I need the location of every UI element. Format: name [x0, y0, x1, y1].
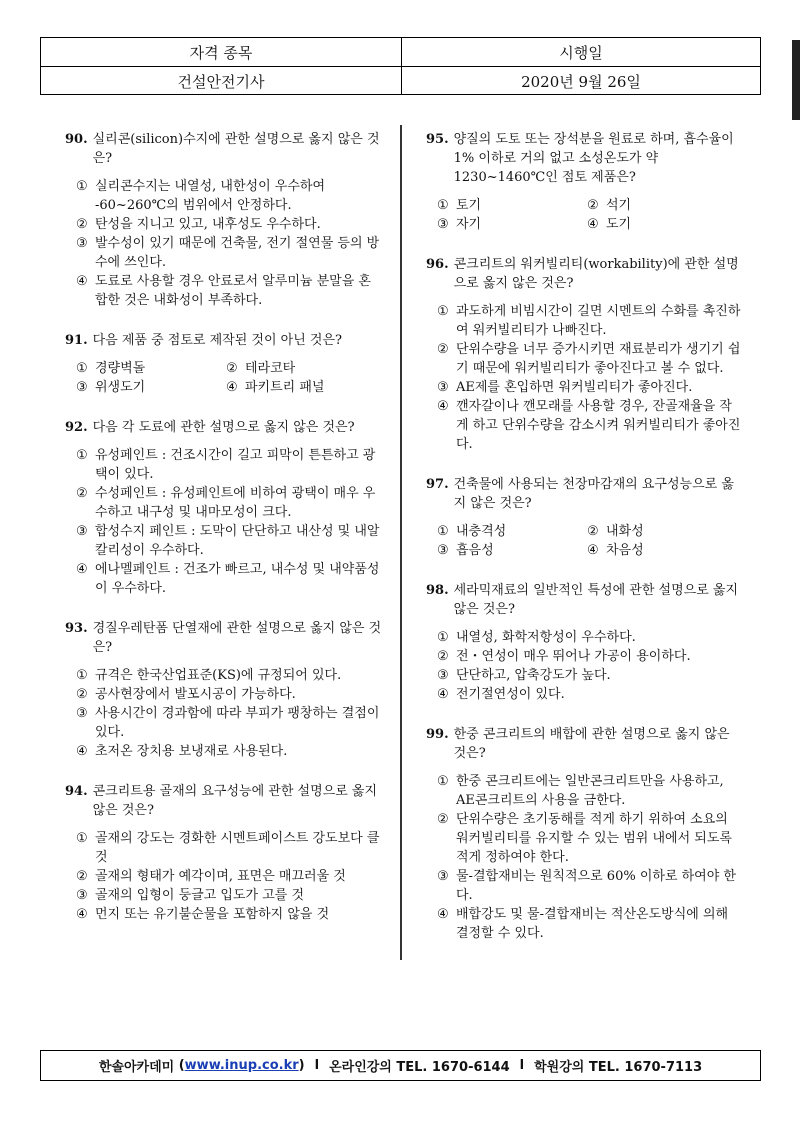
question-text: 양질의 도토 또는 장석분을 원료로 하며, 흡수율이 1% 이하로 거의 없고 소성온도가 약 1230~1460℃인 점토 제품은?: [453, 132, 734, 185]
question-90: [65, 130, 383, 310]
question-number: 91.: [65, 333, 88, 348]
footer-separator: l: [519, 1058, 525, 1073]
option: ② 석기: [587, 198, 632, 213]
footer-offline-phone: 학원강의 TEL. 1670-7113: [534, 1060, 703, 1075]
option: ④ 깬자갈이나 깬모래를 사용할 경우, 잔골재율을 작게 하고 단위수량을 감소시켜 워커빌리티가 좋아진다.: [437, 399, 741, 452]
question-94: [65, 782, 383, 924]
question-number: 94.: [65, 784, 88, 799]
question-number: 96.: [426, 257, 449, 272]
question-number: 95.: [426, 132, 449, 147]
option: ④ 에나멜페인트 : 건조가 빠르고, 내수성 및 내약품성이 우수하다.: [76, 562, 380, 596]
footer-academy: 한솔아카데미: [98, 1060, 175, 1075]
option: ① 규격은 한국산업표준(KS)에 규정되어 있다.: [76, 668, 342, 683]
question-number: 90.: [65, 132, 88, 147]
option: ③ 골재의 입형이 둥글고 입도가 고를 것: [76, 888, 305, 903]
question-96: [426, 255, 744, 454]
option: ① 경량벽돌: [76, 361, 146, 376]
question-number: 97.: [426, 477, 449, 492]
question-95: [426, 130, 744, 234]
question-number: 93.: [65, 621, 88, 636]
option: ③ 흡음성: [437, 543, 494, 558]
question-91: [65, 331, 383, 397]
question-98: [426, 581, 744, 704]
question-text: 경질우레탄폼 단열재에 관한 설명으로 옳지 않은 것은?: [92, 621, 382, 655]
option: ④ 도기: [587, 217, 632, 232]
option: ③ 위생도기: [76, 380, 146, 395]
question-number: 99.: [426, 727, 449, 742]
question-99: [426, 725, 744, 943]
column-divider: [400, 125, 402, 960]
option: ③ 사용시간이 경과함에 따라 부피가 팽창하는 결점이 있다.: [76, 706, 380, 740]
header-row-values: [41, 66, 760, 95]
question-97: [426, 475, 744, 560]
option: ④ 도료로 사용할 경우 안료로서 알루미늄 분말을 혼합한 것은 내화성이 부족하다.: [76, 274, 371, 308]
footer-separator: l: [314, 1058, 320, 1073]
option: ④ 전기절연성이 있다.: [437, 687, 565, 702]
option: ① 내충격성: [437, 524, 507, 539]
header-label-subject: 자격 종목: [189, 43, 253, 62]
header-row-labels: [41, 38, 760, 66]
option: ④ 먼지 또는 유기불순물을 포함하지 않을 것: [76, 907, 330, 922]
option: ① 과도하게 비빔시간이 길면 시멘트의 수화를 촉진하여 워커빌리티가 나빠진다.: [437, 304, 741, 338]
question-text: 콘크리트용 골재의 요구성능에 관한 설명으로 옳지 않은 것은?: [92, 784, 378, 818]
footer-online-phone: 온라인강의 TEL. 1670-6144: [329, 1060, 510, 1075]
question-text: 다음 각 도료에 관한 설명으로 옳지 않은 것은?: [92, 420, 355, 435]
option: ① 실리콘수지는 내열성, 내한성이 우수하여 -60~260℃의 범위에서 안정하다.: [76, 179, 326, 213]
option: ② 내화성: [587, 524, 644, 539]
option: ③ 단단하고, 압축강도가 높다.: [437, 668, 611, 683]
option: ④ 차음성: [587, 543, 644, 558]
header-subject: 건설안전기사: [177, 72, 265, 91]
option: ③ 자기: [437, 217, 482, 232]
question-number: 98.: [426, 583, 449, 598]
option: ② 테라코타: [226, 361, 296, 376]
header-label-date: 시행일: [401, 38, 760, 66]
option: ② 전・연성이 매우 뛰어나 가공이 용이하다.: [437, 649, 691, 664]
option: ③ 합성수지 페인트 : 도막이 단단하고 내산성 및 내알칼리성이 우수하다.: [76, 524, 380, 558]
header-date: 2020년 9월 26일: [401, 67, 760, 95]
footer-website-link[interactable]: www.inup.co.kr: [184, 1058, 299, 1073]
option: ④ 초저온 장치용 보냉재로 사용된다.: [76, 744, 288, 759]
question-text: 실리콘(silicon)수지에 관한 설명으로 옳지 않은 것은?: [92, 132, 380, 166]
question-text: 건축물에 사용되는 천장마감재의 요구성능으로 옳지 않은 것은?: [453, 477, 734, 511]
question-text: 한중 콘크리트의 배합에 관한 설명으로 옳지 않은 것은?: [453, 727, 730, 761]
edge-tab-marker: [792, 40, 800, 120]
option: ① 한중 콘크리트에는 일반콘크리트만을 사용하고, AE콘크리트의 사용을 금한다.: [437, 774, 724, 808]
question-number: 92.: [65, 420, 88, 435]
option: ③ AE제를 혼입하면 워커빌리티가 좋아진다.: [437, 380, 693, 395]
left-column: [65, 130, 383, 945]
right-column: [426, 130, 744, 964]
option: ④ 배합강도 및 물-결합재비는 적산온도방식에 의해 결정할 수 있다.: [437, 907, 729, 941]
option: ④ 파키트리 패널: [226, 380, 325, 395]
header-table: [40, 37, 761, 95]
option: ② 공사현장에서 발포시공이 가능하다.: [76, 687, 296, 702]
option: ③ 물-결합재비는 원칙적으로 60% 이하로 하여야 한다.: [437, 869, 736, 903]
option: ② 단위수량은 초기동해를 적게 하기 위하여 소요의 워커빌리티를 유지할 수 있는 범위 내에서 되도록 적게 정하여야 한다.: [437, 812, 732, 865]
question-text: 다음 제품 중 점토로 제작된 것이 아닌 것은?: [92, 333, 343, 348]
question-text: 세라믹재료의 일반적인 특성에 관한 설명으로 옳지 않은 것은?: [453, 583, 739, 617]
option: ① 토기: [437, 198, 482, 213]
option: ② 골재의 형태가 예각이며, 표면은 매끄러울 것: [76, 869, 346, 884]
option: ② 수성페인트 : 유성페인트에 비하여 광택이 매우 우수하고 내구성 및 내마모성이 크다.: [76, 486, 376, 520]
option: ② 탄성을 지니고 있고, 내후성도 우수하다.: [76, 217, 321, 232]
question-text: 콘크리트의 워커빌리티(workability)에 관한 설명으로 옳지 않은 것은?: [453, 257, 739, 291]
option: ① 내열성, 화학저항성이 우수하다.: [437, 630, 636, 645]
footer-bar: 한솔아카데미 ( www.inup.co.kr ) l 온라인강의 TEL. 1670-6144 l 학원강의 TEL. 1670-7113: [40, 1050, 761, 1081]
option: ① 골재의 강도는 경화한 시멘트페이스트 강도보다 클 것: [76, 831, 380, 865]
question-93: [65, 619, 383, 761]
question-92: [65, 418, 383, 598]
option: ③ 발수성이 있기 때문에 건축물, 전기 절연물 등의 방수에 쓰인다.: [76, 236, 380, 270]
option: ① 유성페인트 : 건조시간이 길고 피막이 튼튼하고 광택이 있다.: [76, 448, 376, 482]
option: ② 단위수량을 너무 증가시키면 재료분리가 생기기 쉽기 때문에 워커빌리티가 좋아진다고 볼 수 없다.: [437, 342, 741, 376]
